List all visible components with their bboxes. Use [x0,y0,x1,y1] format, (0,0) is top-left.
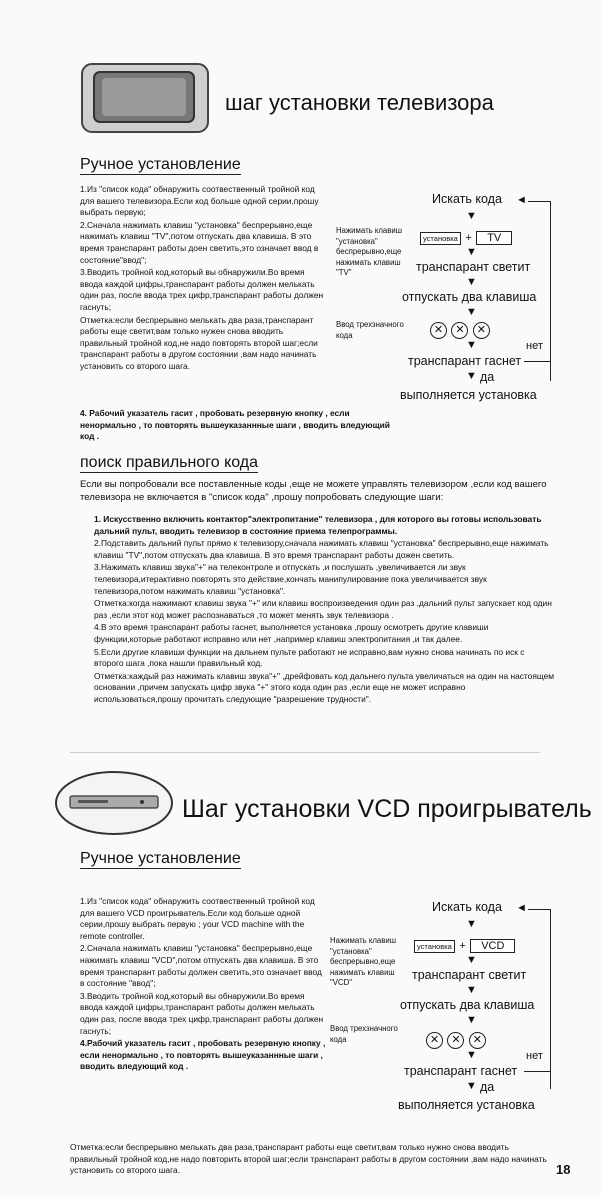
search-note-2: Отметка:каждый раз нажимать клавиш звука"+" ,дрейфовать код дальнего пульта увеличаться на один на настоящем основании ,причем запускать цифр звука "+" этого кода один раз ,если еще не может исправно использоваться,прошу прочитать следующие "разрешение трудности". [94,670,555,704]
loop-line [550,201,551,381]
arrow-down-icon: ▼ [466,210,477,222]
vcd-step-4: 4.Рабочий указатель гасит , пробовать резервную кнопку , если ненормально , то повторять вышеуказаннные шаги , вводить вледующий код . [80,1038,326,1072]
vcd-title: Шаг установки VCD проигрыватель [182,795,592,823]
loop-line [550,909,551,1089]
tv-note: Отметка:если беспрерывно мелькать два раза,транспарант работы еще светит,вам только нужен снова вводить правильный тройной код,не надо повторять второй шаг;если транспарант работы в другом состоянии ,вам надо начинать установить со второго шага. [80,314,318,371]
arrow-down-icon: ▼ [466,1080,477,1092]
digit-x-icon: ✕ [469,1032,486,1049]
tv-flowchart [400,190,580,410]
arrow-left-icon: ◄ [516,902,527,914]
tv-step-3: 3.Вводить тройной код,который вы обнаружили.Во время ввода каждой цифры,транспарант работы должен мелькать один раз, после ввода трех цифр,транспарант работы должен гаснуть; [80,267,324,312]
vcd-illustration [54,770,174,836]
arrow-down-icon: ▼ [466,339,477,351]
tv-side-input: Ввод трехзначного кода [336,320,404,340]
digit-x-icon: ✕ [451,322,468,339]
vcd-step-2: 2.Сначала нажимать клавиш "установка" беспрерывно,еще нажимать клавиш "VCD",потом отпускать два клавиша. В это время транспарант работы должен светить,это означает ввод в состояние "ввод"; [80,943,322,989]
tv-flow-done: выполняется установка [400,388,537,402]
tv-flow-lamp-off: транспарант гаснет [408,354,522,368]
loop-line [524,361,551,362]
tv-steps [80,184,328,374]
plus-sign: + [465,232,472,244]
digit-x-icon: ✕ [430,322,447,339]
vcd-flow-no: нет [526,1050,543,1062]
divider [70,752,540,753]
vcd-step-3: 3.Вводить тройной код,который вы обнаружили.Во время ввода каждой цифры,транспарант работы должен мелькать один раз, после ввода трех цифр,транспарант работы должен гаснуть; [80,990,324,1036]
vcd-note: Отметка:если беспрерывно мелькать два раза,транспарант работы еще светит,вам только нужно снова вводить правильный тройной код,не надо повторить второй шаг;если транспарант работы в другом состоянии ,вам надо начинать установить со второго шага. [70,1142,547,1176]
page-number: 18 [556,1162,571,1177]
tv-step-4: 4. Рабочий указатель гасит , пробовать резервную кнопку , если ненормально , то повторять вышеуказаннные шаги , вводить вледующий код . [80,408,390,442]
tv-step-1: 1.Из "список кода" обнаружить соотвественный тройной код для вашего телевизора.Если код больше одной серии,прошу выбрать первую; [80,184,319,218]
arrow-down-icon: ▼ [466,1014,477,1026]
vcd-flow-keys [414,936,515,954]
search-step-5: 5.Если другие клавиши функции на дальнем пульте работают не исправно,вам нужно снова начинать по иск с второго шага ,пока нашли правильный код. [94,646,525,669]
vcd-flow-digits [426,1030,486,1049]
search-step-4: 4.В это время транспарант работы гаснет, выполняется установка ,прошу осмотреть другие клавиши функции,которые работают исправно или нет ,например клавиш электропитания ,и так далее. [94,622,489,644]
vcd-flow-find: Искать кода [432,900,502,914]
vcd-flow-lamp-on: транспарант светит [412,968,527,982]
vcd-side-input: Ввод трехзначного кода [330,1024,398,1044]
search-note-1: Отметка:когда нажимают клавиш звука "+" или клавиш воспроизведения один раз ,дальний пульт запускает код один раз ,если этот код может распознаваться ,то может менять звук телевизора . [94,598,552,620]
tv-step-2: 2.Сначала нажимать клавиш "установка" беспрерывно,еще нажимать клавиш "TV",потом отпускать два клавиша. В это время транспарант работы доен светить,это означает ввод в состояние"ввод"; [80,219,319,265]
arrow-down-icon: ▼ [466,1049,477,1061]
vcd-manual-heading: Ручное установление [80,850,241,867]
search-step-2: 2.Подставить дальний пульт прямо к телевизору,сначала нажимать клавиш "установка" беспрерывно,еще нажимать клавиш "TV",потом отпускать два клавиша. В это время транспарант работы дожен светить. [94,538,549,560]
tv-flow-release: отпускать два клавиша [402,290,537,304]
tv-side-press: Нажимать клавиш "установка" беспрерывно,еще нажимать клавиш "TV" [336,226,402,277]
digit-x-icon: ✕ [447,1032,464,1049]
vcd-flow-done: выполняется установка [398,1098,535,1112]
tv-key-box: TV [476,231,512,245]
arrow-down-icon: ▼ [466,984,477,996]
search-step-1: 1. Искусственно включить контактор"электропитание" телевизора , для которого вы готовы использовать дальний пульт, вводить телевизор в состояние приема телепрограммы. [94,514,542,536]
vcd-flow-yes: да [480,1080,495,1094]
setup-key-box: установка [420,232,461,245]
tv-flow-no: нет [526,340,543,352]
arrow-down-icon: ▼ [466,306,477,318]
plus-sign: + [459,940,466,952]
tv-flow-find: Искать кода [432,192,502,206]
arrow-left-icon: ◄ [516,194,527,206]
digit-x-icon: ✕ [473,322,490,339]
setup-key-box: установка [414,940,455,953]
vcd-steps [80,896,328,1074]
arrow-down-icon: ▼ [466,954,477,966]
arrow-down-icon: ▼ [466,246,477,258]
tv-flow-lamp-on: транспарант светит [416,260,531,274]
loop-line [528,909,550,910]
tv-manual-heading: Ручное установление [80,156,241,173]
tv-title: шаг установки телевизора [225,90,494,115]
loop-line [528,201,550,202]
search-heading: поиск правильного кода [80,454,259,471]
search-steps [94,514,556,707]
arrow-down-icon: ▼ [466,918,477,930]
digit-x-icon: ✕ [426,1032,443,1049]
vcd-flow-lamp-off: транспарант гаснет [404,1064,518,1078]
vcd-flowchart [400,898,580,1138]
tv-flow-digits [430,320,490,339]
vcd-side-press: Нажимать клавиш "установка" беспрерывно,еще нажимать клавиш "VCD" [330,936,396,987]
tv-flow-keys [420,228,512,246]
tv-illustration [80,62,210,134]
search-step-3: 3.Нажимать клавиш звука"+" на телеконтроле и отпускать ,и послушать ,увеличивается ли звук телевизора,итерактивно повторять это действие,кончать манипулирование пока увеличивается звук телевизора,потом нажимать клавиш "установка". [94,562,487,596]
loop-line [524,1071,551,1072]
arrow-down-icon: ▼ [466,370,477,382]
vcd-step-1: 1.Из "список кода" обнаружить соотвественный тройной код для вашего VCD проигрыватель.Если код больше одной серии,прошу выбрать первую ; your VCD machine with the remote controller. [80,896,315,941]
search-intro: Если вы попробовали все поставленные коды ,еще не можете управлять телевизором ,если код вашего телевизора не включается в "список кода" ,прошу попробовать следующие шаги: [80,479,547,503]
tv-flow-yes: да [480,370,495,384]
vcd-flow-release: отпускать два клавиша [400,998,535,1012]
vcd-key-box: VCD [470,939,515,953]
arrow-down-icon: ▼ [466,276,477,288]
